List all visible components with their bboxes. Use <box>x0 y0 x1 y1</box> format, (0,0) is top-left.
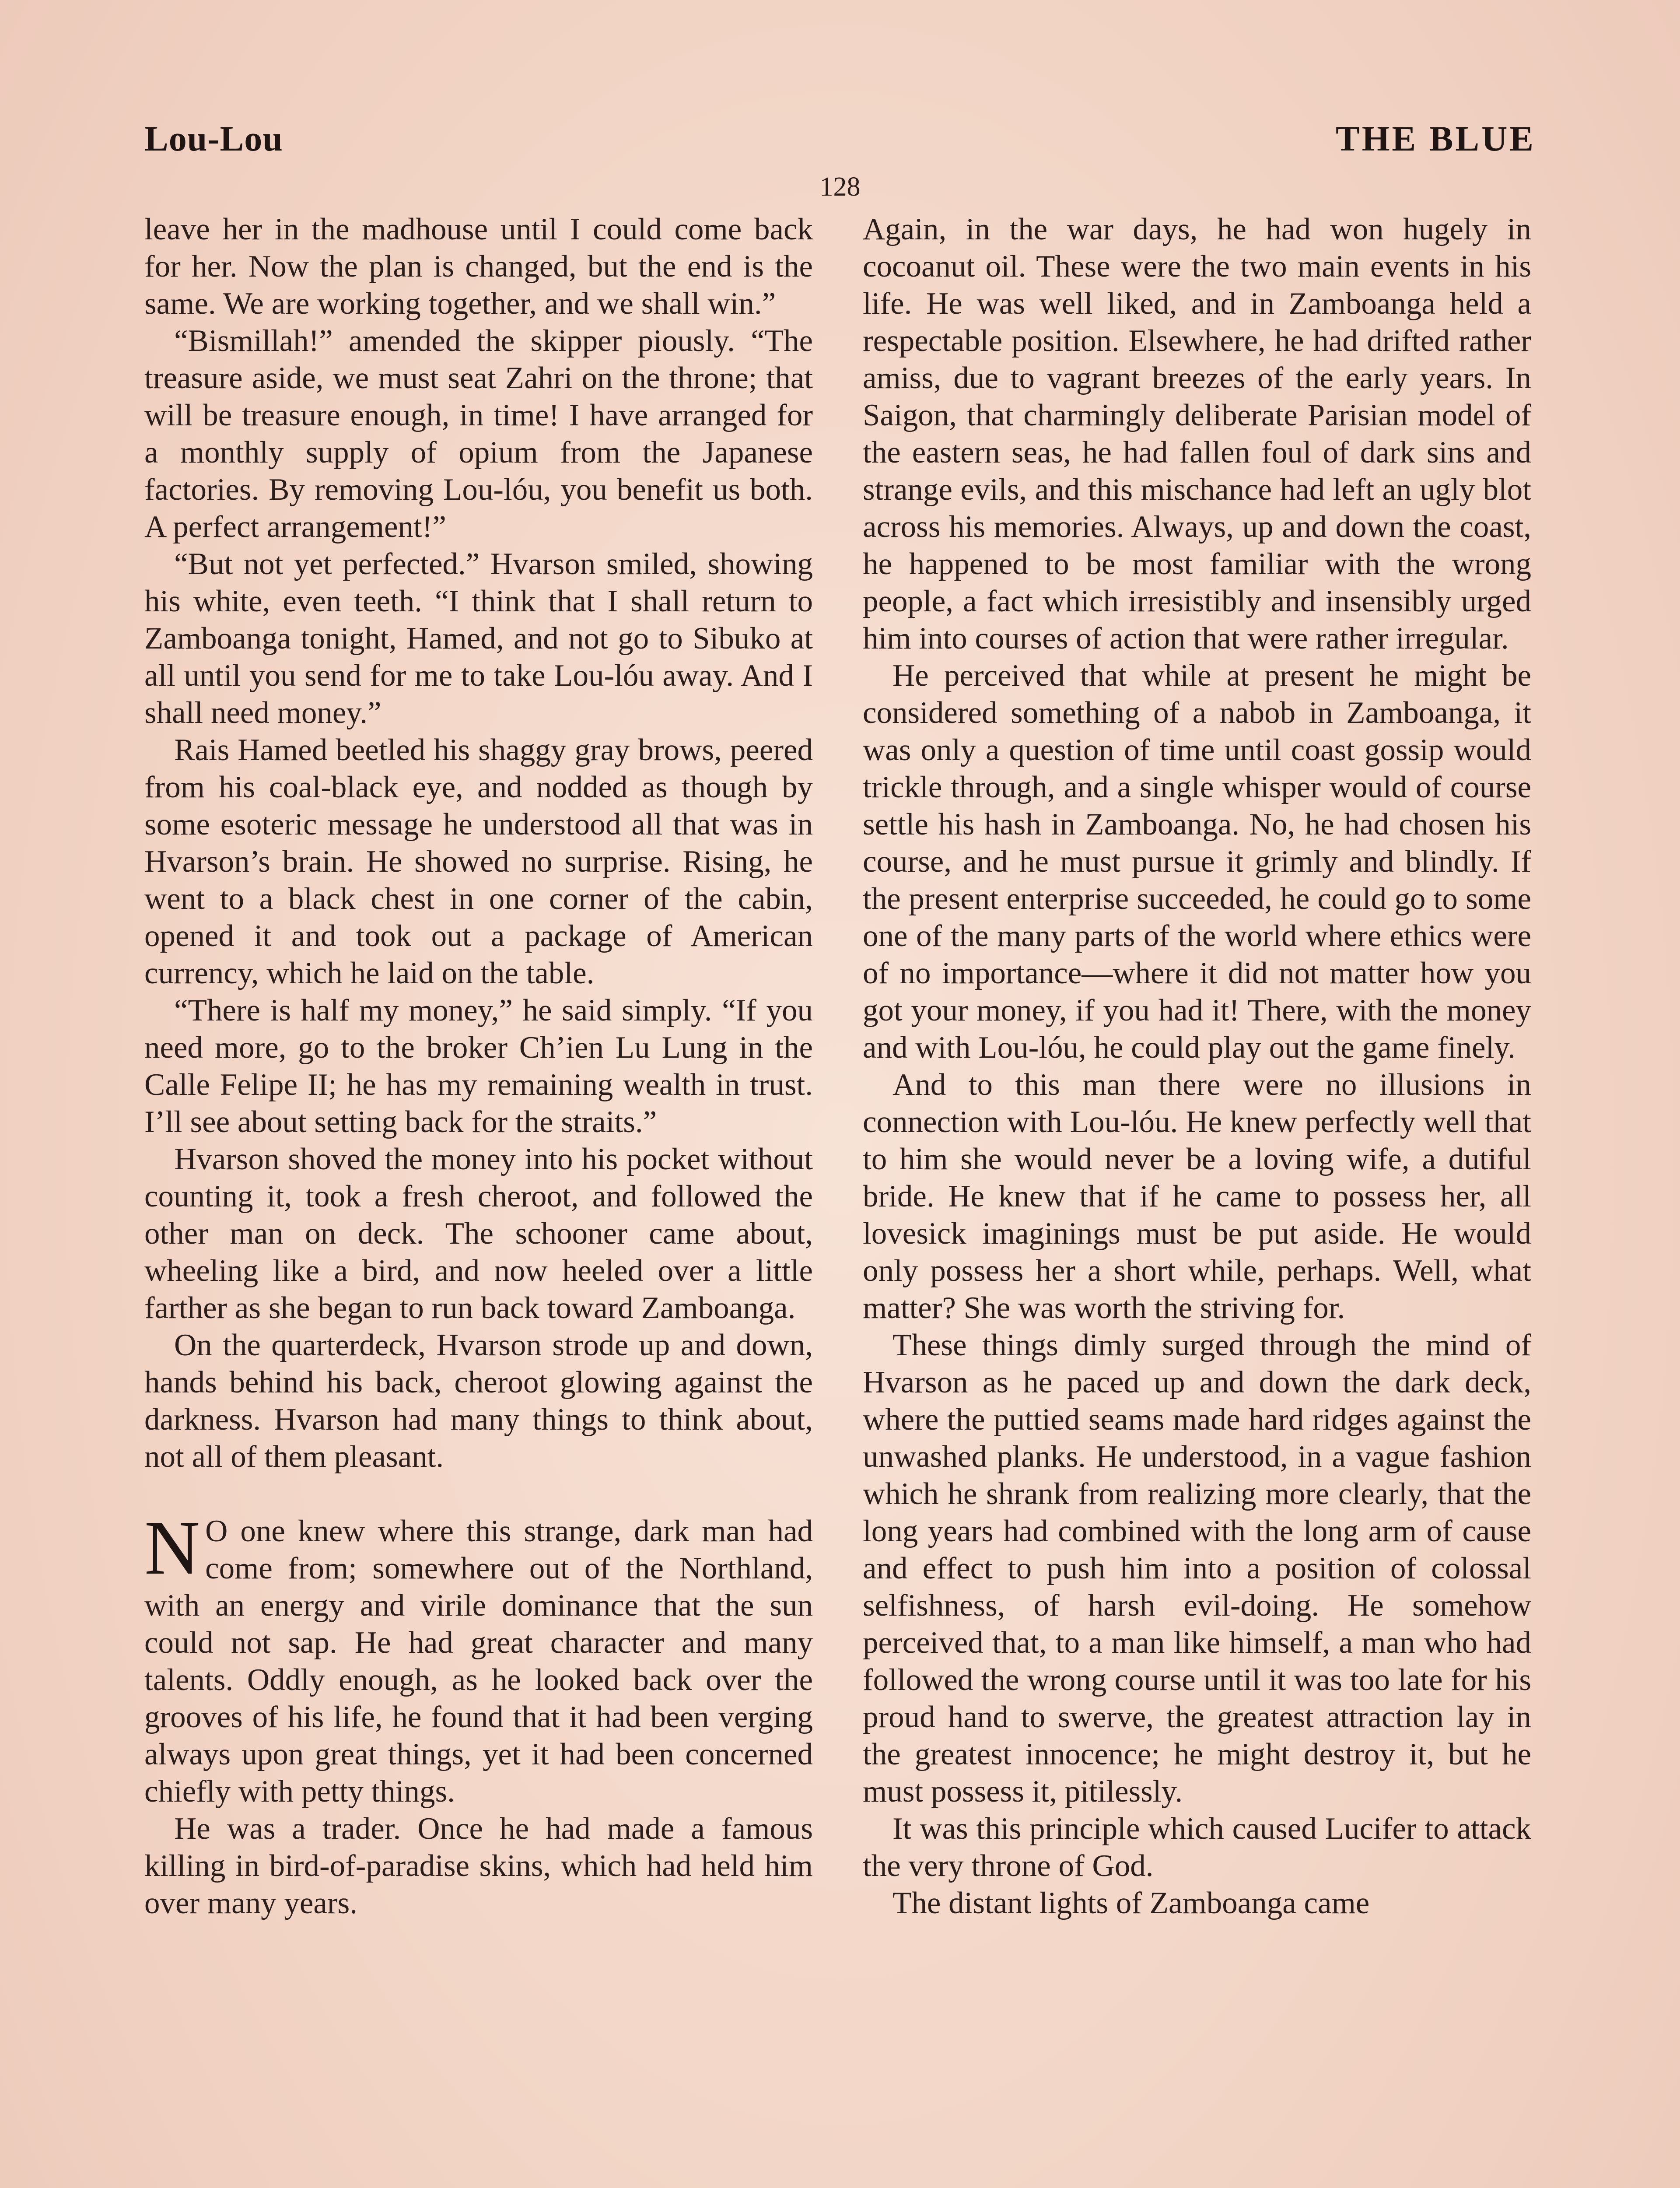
paragraph: “Bismillah!” amended the skipper piously. “The treasure aside, we must seat Zahri on the throne; that will be treasure enough, in time! I have arranged for a monthly supply of opium from the Japanese factories. By removing Lou-lóu, you benefit us both. A perfect arrangement!” <box>144 324 813 544</box>
paragraph: The distant lights of Zamboanga came <box>892 1886 1370 1920</box>
paragraph: leave her in the madhouse until I could come back for her. Now the plan is changed, but the end is the same. We are working together, and we shall win.” <box>144 212 813 321</box>
drop-cap: N <box>144 1505 200 1591</box>
paragraph: It was this principle which caused Lucifer to attack the very throne of God. <box>863 1812 1531 1883</box>
running-head-magazine-title: THE BLUE <box>1336 119 1536 158</box>
left-text-column <box>144 211 813 1922</box>
right-text-column <box>863 211 1531 1922</box>
paragraph: Hvarson shoved the money into his pocket without counting it, took a fresh cheroot, and followed the other man on deck. The schooner came about, wheeling like a bird, and now heeled over a little farther as she began to run back toward Zamboanga. <box>144 1142 813 1325</box>
paragraph: He perceived that while at present he might be considered something of a nabob in Zamboanga, it was only a question of time until coast gossip would trickle through, and a single whisper would of course settle his hash in Zamboanga. No, he had chosen his course, and he must pursue it grimly and blindly. If the present enterprise succeeded, he could go to some one of the many parts of the world where ethics were of no importance—where it did not matter how you got your money, if you had it! There, with the money and with Lou-lóu, he could play out the game finely. <box>863 659 1531 1065</box>
paragraph: “There is half my money,” he said simply. “If you need more, go to the broker Ch’ien Lu Lung in the Calle Felipe II; he has my remaining wealth in trust. I’ll see about setting back for the straits.” <box>144 993 813 1139</box>
paragraph: He was a trader. Once he had made a famous killing in bird-of-paradise skins, which had held him over many years. <box>144 1812 813 1920</box>
paragraph: Again, in the war days, he had won hugely in cocoanut oil. These were the two main events in his life. He was well liked, and in Zamboanga held a respectable position. Elsewhere, he had drifted rather amiss, due to vagrant breezes of the early years. In Saigon, that charmingly deliberate Parisian model of the eastern seas, he had fallen foul of dark sins and strange evils, and this mischance had left an ugly blot across his memories. Always, up and down the coast, he happened to be most familiar with the wrong people, a fact which irresistibly and insensibly urged him into courses of action that were rather irregular. <box>863 212 1531 656</box>
page-number: 128 <box>819 172 861 202</box>
paragraph: On the quarterdeck, Hvarson strode up and down, hands behind his back, cheroot glowing against the darkness. Hvarson had many things to think about, not all of them pleasant. <box>144 1328 813 1474</box>
paragraph: And to this man there were no illusions in connection with Lou-lóu. He knew perfectly well that to him she would never be a loving wife, a dutiful bride. He knew that if he came to possess her, all lovesick imaginings must be put aside. He would only possess her a short while, perhaps. Well, what matter? She was worth the striving for. <box>863 1068 1531 1325</box>
paragraph: These things dimly surged through the mind of Hvarson as he paced up and down the dark deck, where the puttied seams made hard ridges against the unwashed planks. He understood, in a vague fashion which he shrank from realizing more clearly, that the long years had combined with the long arm of cause and effect to push him into a position of colossal selfishness, of harsh evil-doing. He somehow perceived that, to a man like himself, a man who had followed the wrong course until it was too late for his proud hand to swerve, the greatest attraction lay in the greatest innocence; he might destroy it, but he must possess it, pitilessly. <box>863 1328 1531 1809</box>
running-head-story-title: Lou-Lou <box>144 119 283 158</box>
section-opening-paragraph <box>144 1505 813 1810</box>
paragraph: Rais Hamed beetled his shaggy gray brows, peered from his coal-black eye, and nodded as though by some esoteric message he understood all that was in Hvarson’s brain. He showed no surprise. Rising, he went to a black chest in one corner of the cabin, opened it and took out a package of American currency, which he laid on the table. <box>144 733 813 990</box>
drop-cap-paragraph-text: O one knew where this strange, dark man had come from; somewhere out of the Northland, with an energy and virile dominance that the sun could not sap. He had great character and many talents. Oddly enough, as he looked back over the grooves of his life, he found that it had been verging always upon great things, yet it had been concerned chiefly with petty things. <box>144 1514 813 1809</box>
paragraph: “But not yet perfected.” Hvarson smiled, showing his white, even teeth. “I think that I shall return to Zamboanga tonight, Hamed, and not go to Sibuko at all until you send for me to take Lou-lóu away. And I shall need money.” <box>144 547 813 730</box>
